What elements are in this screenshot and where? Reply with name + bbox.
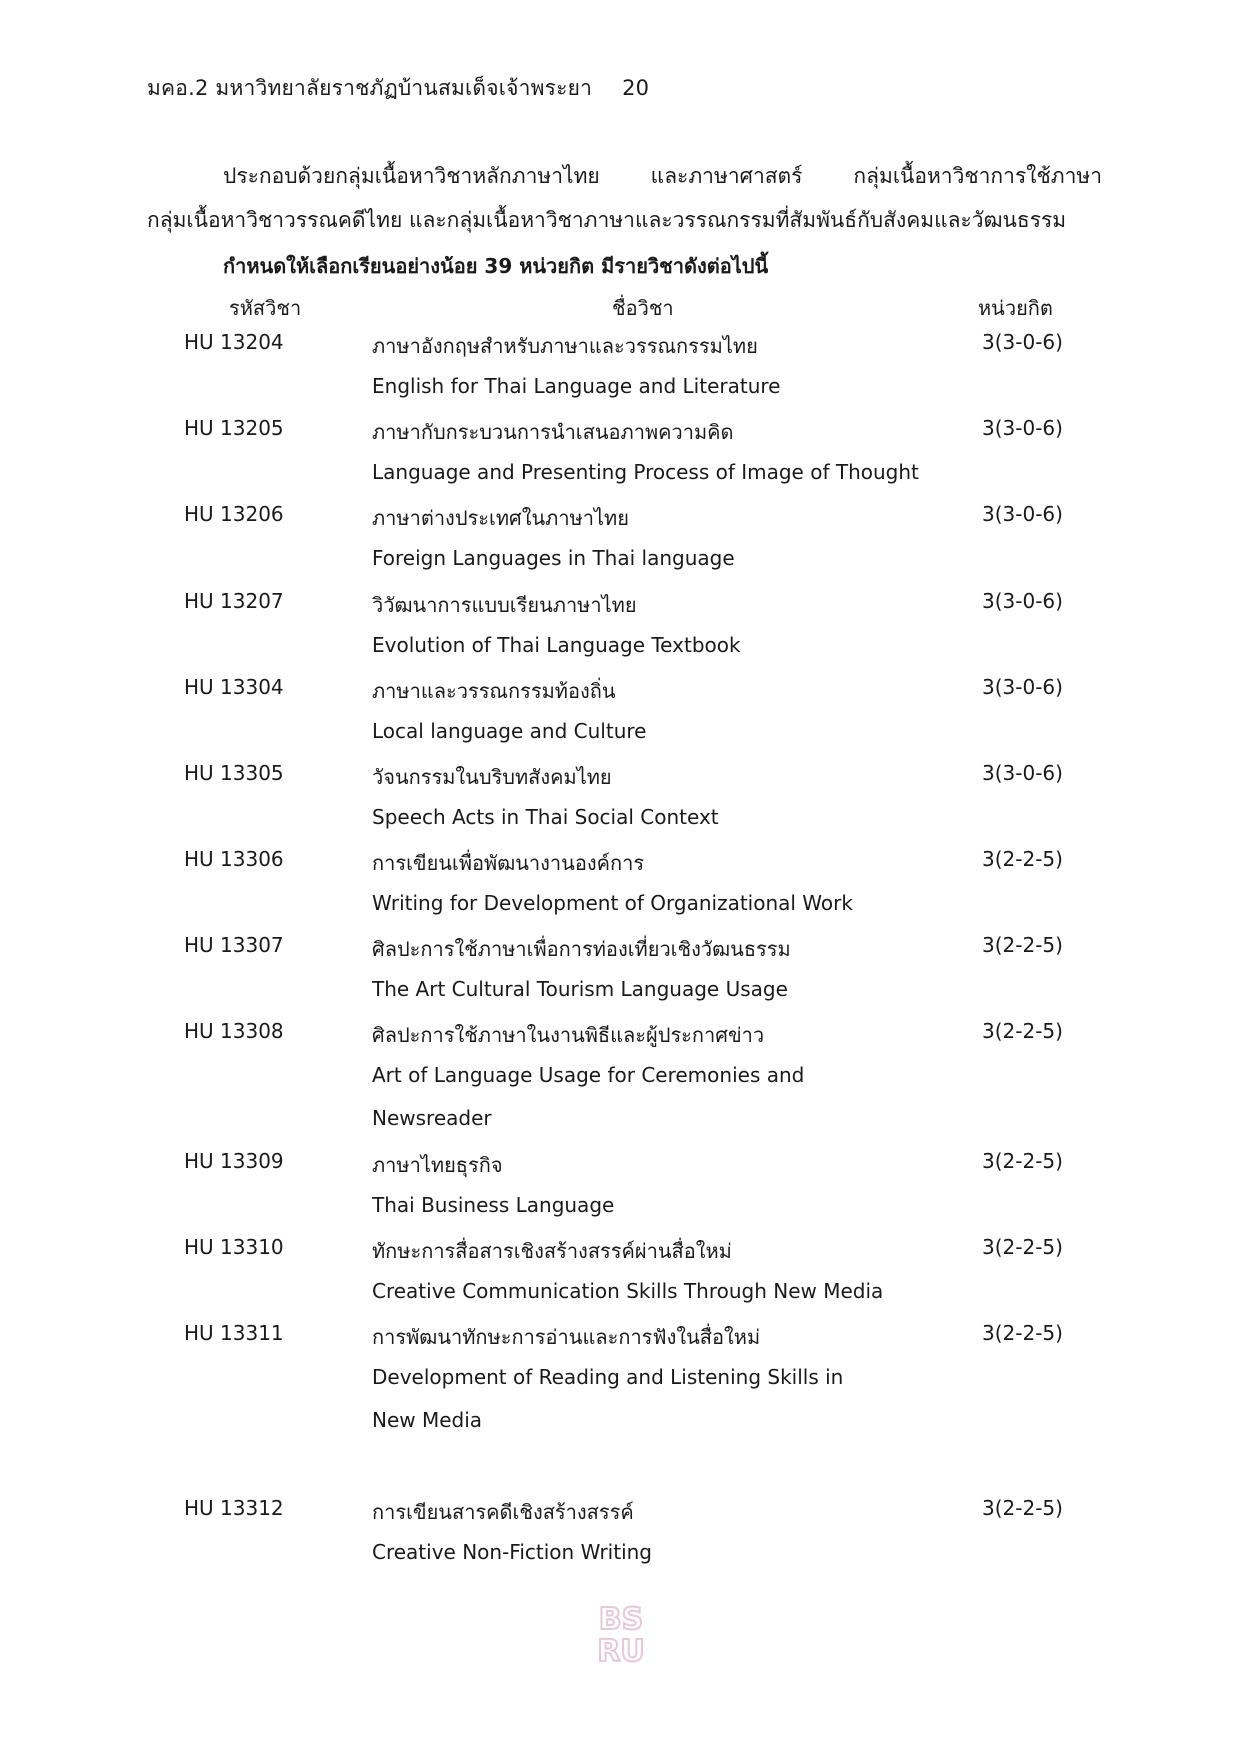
course-name-thai: ภาษาอังกฤษสำหรับภาษาและวรรณกรรมไทย bbox=[372, 334, 758, 358]
course-code: HU 13312 bbox=[184, 1496, 284, 1520]
course-code: HU 13309 bbox=[184, 1149, 284, 1173]
credit-requirement: กำหนดให้เลือกเรียนอย่างน้อย 39 หน่วยกิต มีรายวิชาดังต่อไปนี้ bbox=[223, 254, 769, 278]
course-name-english: Creative Non-Fiction Writing bbox=[372, 1540, 652, 1564]
course-name-english: Speech Acts in Thai Social Context bbox=[372, 805, 719, 829]
course-name-thai: การพัฒนาทักษะการอ่านและการฟังในสื่อใหม่ bbox=[372, 1325, 761, 1349]
course-code: HU 13205 bbox=[184, 416, 284, 440]
course-code: HU 13204 bbox=[184, 330, 284, 354]
course-credit: 3(2-2-5) bbox=[982, 1019, 1063, 1043]
header-title: มคอ.2 มหาวิทยาลัยราชภัฏบ้านสมเด็จเจ้าพระยา bbox=[147, 76, 593, 100]
course-credit: 3(2-2-5) bbox=[982, 1235, 1063, 1259]
course-name-english: Language and Presenting Process of Image of Thought bbox=[372, 460, 919, 484]
course-credit: 3(2-2-5) bbox=[982, 1321, 1063, 1345]
course-credit: 3(3-0-6) bbox=[982, 675, 1063, 699]
page-header bbox=[147, 72, 649, 105]
course-name-english: Writing for Development of Organizational Work bbox=[372, 891, 853, 915]
course-name-thai: การเขียนเพื่อพัฒนางานองค์การ bbox=[372, 851, 645, 875]
course-name-english: Art of Language Usage for Ceremonies and bbox=[372, 1063, 805, 1087]
course-name-thai: ทักษะการสื่อสารเชิงสร้างสรรค์ผ่านสื่อใหม่ bbox=[372, 1239, 732, 1263]
intro-paragraph-line-1 bbox=[147, 160, 1102, 193]
svg-text:BS: BS bbox=[598, 1602, 644, 1637]
column-header-credit: หน่วยกิต bbox=[978, 296, 1053, 320]
course-name-thai: วิวัฒนาการแบบเรียนภาษาไทย bbox=[372, 593, 637, 617]
course-credit: 3(2-2-5) bbox=[982, 1149, 1063, 1173]
column-header-code: รหัสวิชา bbox=[229, 296, 302, 320]
course-code: HU 13307 bbox=[184, 933, 284, 957]
course-name-thai: ศิลปะการใช้ภาษาเพื่อการท่องเที่ยวเชิงวัฒนธรรม bbox=[372, 937, 791, 961]
course-name-thai: ศิลปะการใช้ภาษาในงานพิธีและผู้ประกาศข่าว bbox=[372, 1023, 765, 1047]
intro-paragraph-line-2: กลุ่มเนื้อหาวิชาวรรณคดีไทย และกลุ่มเนื้อหาวิชาภาษาและวรรณกรรมที่สัมพันธ์กับสังคมและวัฒนธรรม bbox=[147, 208, 1067, 232]
course-name-english: Evolution of Thai Language Textbook bbox=[372, 633, 741, 657]
course-code: HU 13310 bbox=[184, 1235, 284, 1259]
bsru-logo-watermark bbox=[593, 1600, 649, 1664]
course-code: HU 13306 bbox=[184, 847, 284, 871]
svg-text:RU: RU bbox=[597, 1634, 645, 1664]
intro-segment: ประกอบด้วยกลุ่มเนื้อหาวิชาหลักภาษาไทย bbox=[223, 164, 600, 188]
course-credit: 3(3-0-6) bbox=[982, 761, 1063, 785]
course-credit: 3(2-2-5) bbox=[982, 847, 1063, 871]
course-code: HU 13207 bbox=[184, 589, 284, 613]
course-code: HU 13304 bbox=[184, 675, 284, 699]
course-name-thai: วัจนกรรมในบริบทสังคมไทย bbox=[372, 765, 612, 789]
intro-segment: กลุ่มเนื้อหาวิชาการใช้ภาษา bbox=[853, 164, 1102, 188]
course-name-english: English for Thai Language and Literature bbox=[372, 374, 781, 398]
course-name-thai: ภาษาไทยธุรกิจ bbox=[372, 1153, 503, 1177]
course-credit: 3(2-2-5) bbox=[982, 1496, 1063, 1520]
course-credit: 3(3-0-6) bbox=[982, 416, 1063, 440]
course-name-english: Local language and Culture bbox=[372, 719, 647, 743]
course-name-thai: ภาษากับกระบวนการนำเสนอภาพความคิด bbox=[372, 420, 734, 444]
course-credit: 3(2-2-5) bbox=[982, 933, 1063, 957]
page-number: 20 bbox=[622, 76, 650, 100]
course-credit: 3(3-0-6) bbox=[982, 589, 1063, 613]
course-name-english: The Art Cultural Tourism Language Usage bbox=[372, 977, 788, 1001]
course-credit: 3(3-0-6) bbox=[982, 330, 1063, 354]
course-name-english: Creative Communication Skills Through New Media bbox=[372, 1279, 884, 1303]
course-code: HU 13308 bbox=[184, 1019, 284, 1043]
course-code: HU 13311 bbox=[184, 1321, 284, 1345]
course-name-english: Thai Business Language bbox=[372, 1193, 615, 1217]
course-name-thai: ภาษาต่างประเทศในภาษาไทย bbox=[372, 506, 629, 530]
course-credit: 3(3-0-6) bbox=[982, 502, 1063, 526]
column-header-name: ชื่อวิชา bbox=[612, 296, 674, 320]
intro-segment: และภาษาศาสตร์ bbox=[650, 164, 803, 188]
course-name-english: New Media bbox=[372, 1408, 483, 1432]
course-name-english: Newsreader bbox=[372, 1106, 492, 1130]
course-code: HU 13206 bbox=[184, 502, 284, 526]
course-name-thai: การเขียนสารคดีเชิงสร้างสรรค์ bbox=[372, 1500, 634, 1524]
course-name-english: Development of Reading and Listening Skills in bbox=[372, 1365, 844, 1389]
course-code: HU 13305 bbox=[184, 761, 284, 785]
course-name-english: Foreign Languages in Thai language bbox=[372, 546, 735, 570]
course-name-thai: ภาษาและวรรณกรรมท้องถิ่น bbox=[372, 679, 616, 703]
